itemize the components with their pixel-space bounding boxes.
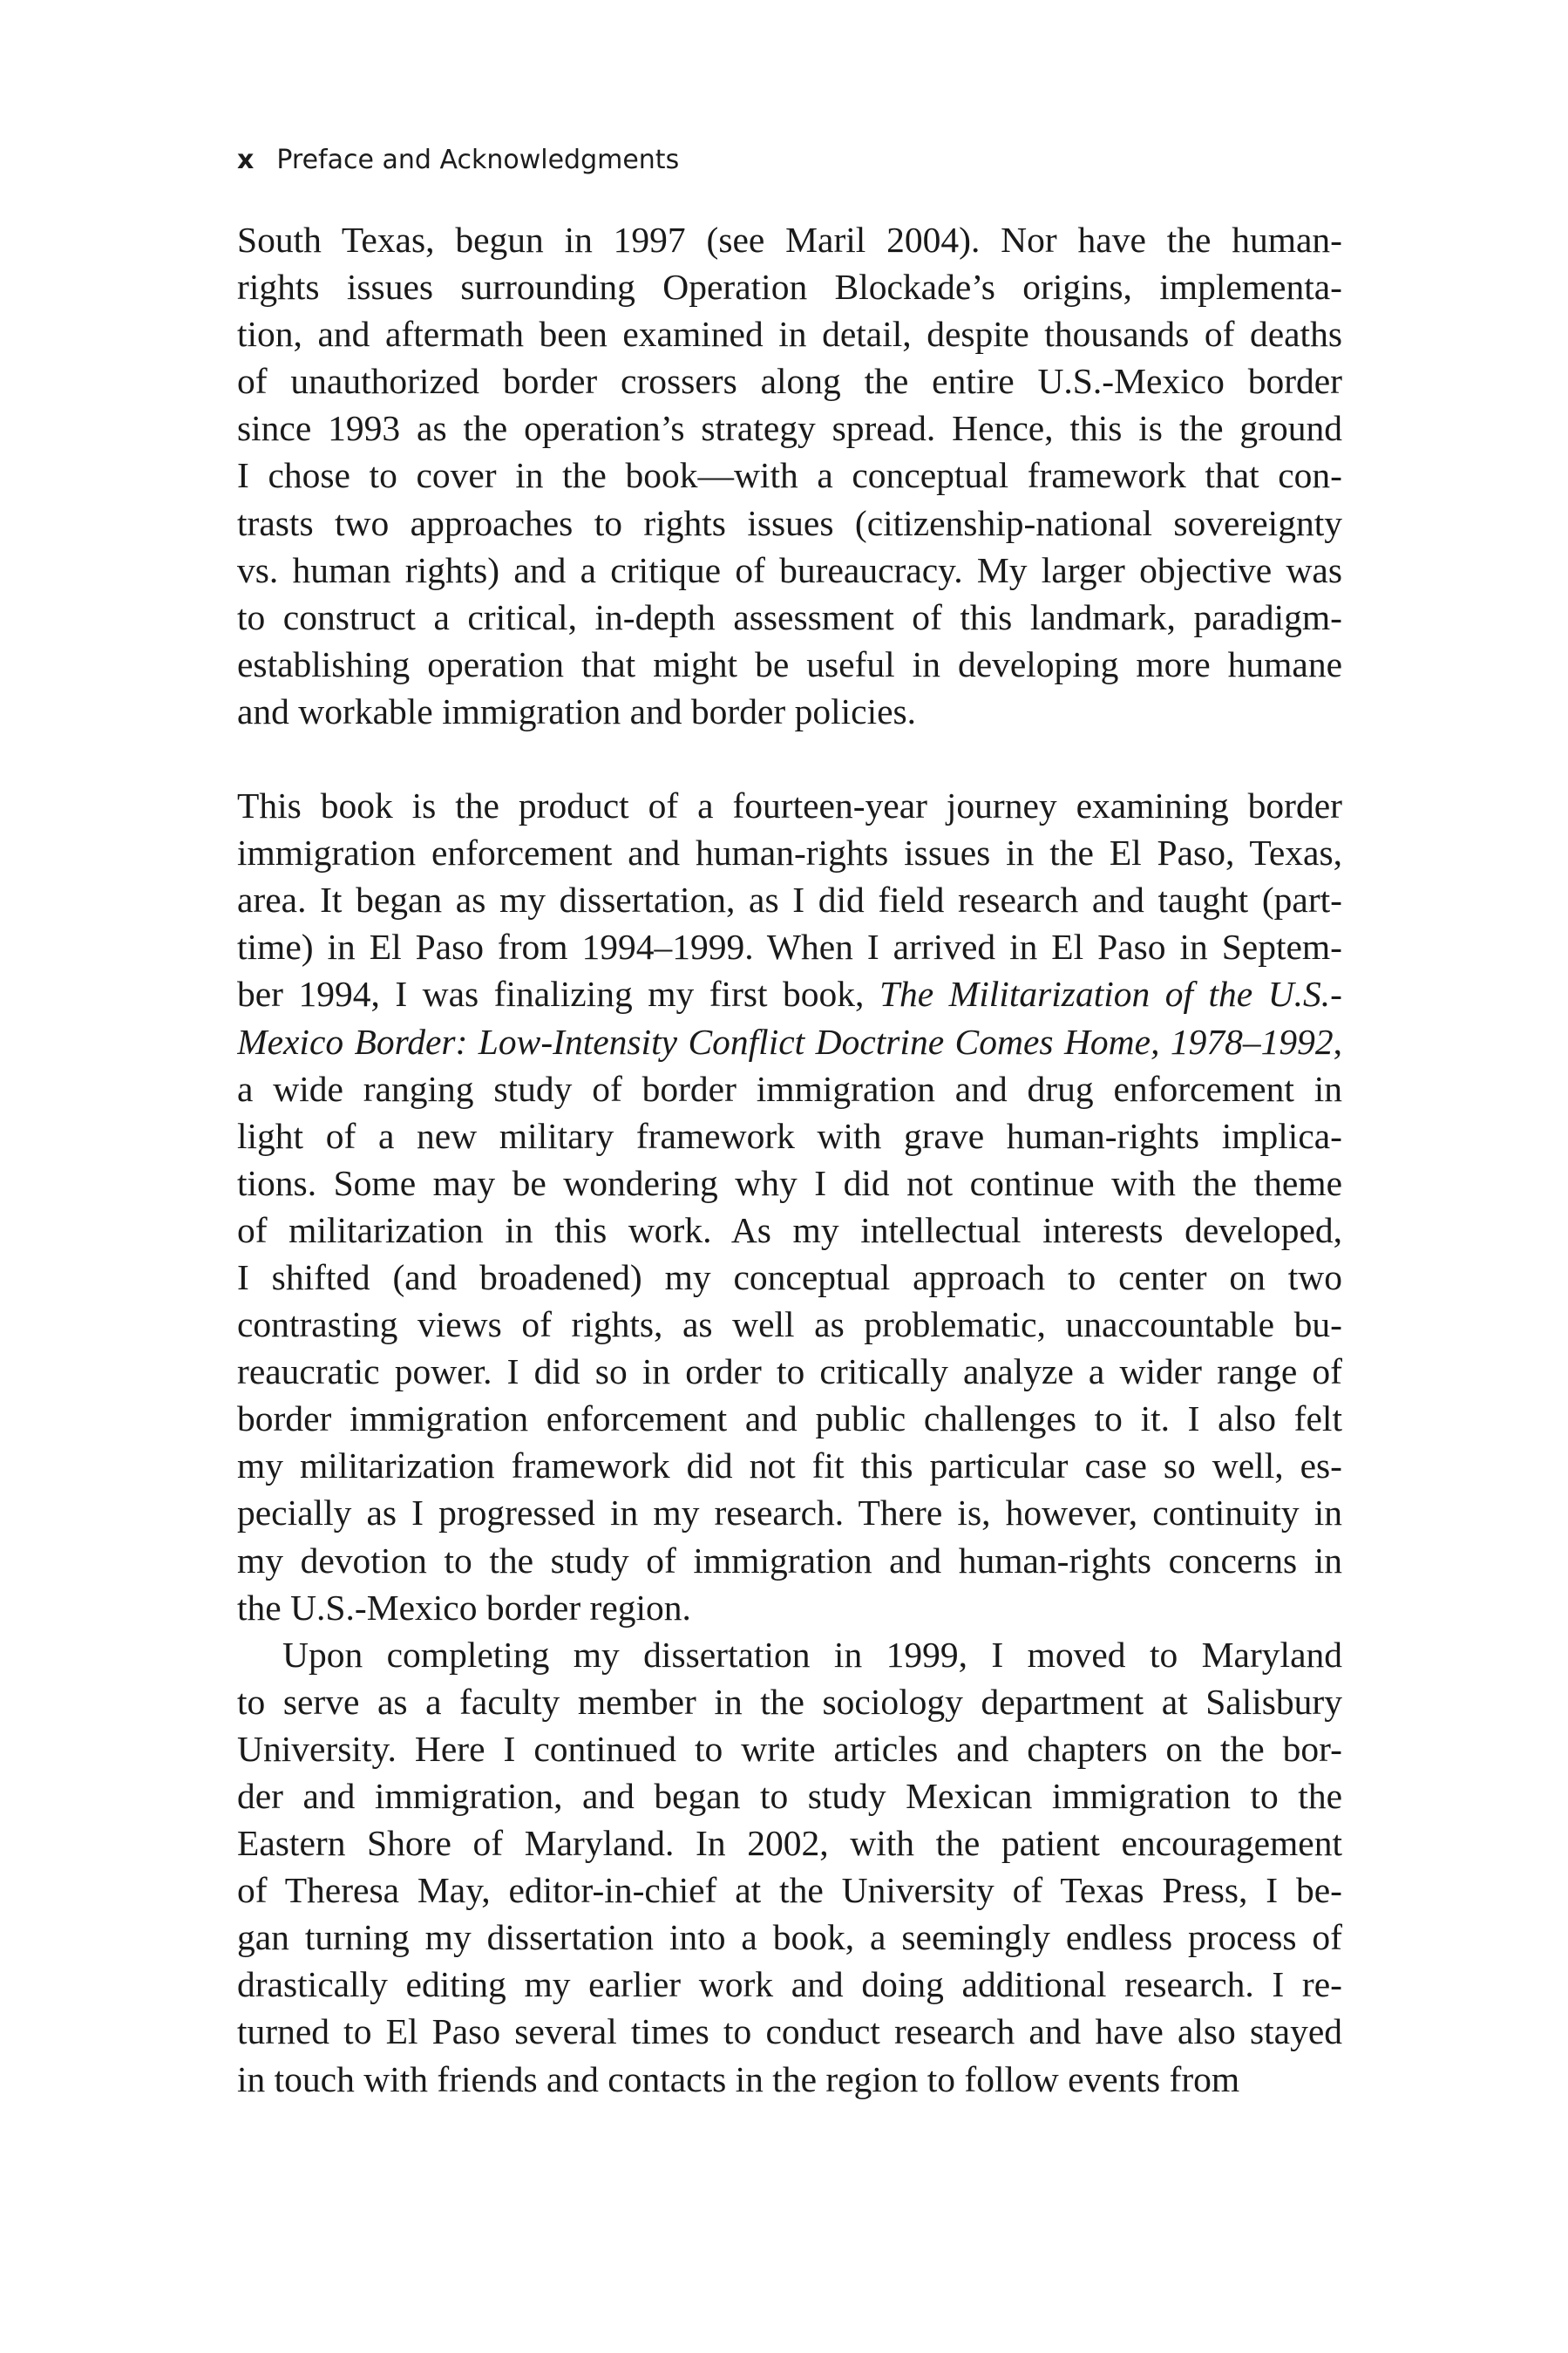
text-line: the U.S.-Mexico border region. [237, 1587, 691, 1628]
text-line: border immigration enforcement and public challenges to it. I also felt [237, 1398, 1342, 1439]
text-line: tion, and aftermath been examined in detail, despite thousands of deaths [237, 314, 1342, 355]
text-line: my militarization framework did not fit this particular case so well, es- [237, 1445, 1342, 1486]
paragraph [237, 1631, 1342, 2103]
body-text [237, 216, 1342, 2103]
text-run: , [1333, 1021, 1342, 1062]
book-title-italic: Mexico Border: Low-Intensity Conflict Doctrine Comes Home, 1978–1992 [237, 1021, 1334, 1062]
text-line: my devotion to the study of immigration and human-rights concerns in [237, 1540, 1342, 1581]
text-line: rights issues surrounding Operation Blockade’s origins, implementa- [237, 267, 1342, 308]
text-line: in touch with friends and contacts in the region to follow events from [237, 2058, 1240, 2099]
text-line: area. It began as my dissertation, as I did field research and taught (part- [237, 880, 1342, 921]
text-line: time) in El Paso from 1994–1999. When I arrived in El Paso in Septem- [237, 927, 1342, 968]
text-line: trasts two approaches to rights issues (citizenship-national sovereignty [237, 502, 1342, 543]
page-number: x [237, 145, 255, 175]
text-line: I shifted (and broadened) my conceptual approach to center on two [237, 1256, 1342, 1297]
text-line: drastically editing my earlier work and doing additional research. I re- [237, 1964, 1342, 2005]
text-line: der and immigration, and began to study Mexican immigration to the [237, 1776, 1342, 1816]
paragraph [237, 216, 1342, 735]
text-line: gan turning my dissertation into a book, a seemingly endless process of [237, 1917, 1342, 1958]
text-line: establishing operation that might be useful in developing more humane [237, 643, 1342, 684]
text-line: Eastern Shore of Maryland. In 2002, with the patient encouragement [237, 1823, 1342, 1864]
text-line: since 1993 as the operation’s strategy spread. Hence, this is the ground [237, 408, 1342, 449]
text-line: and workable immigration and border policies. [237, 690, 917, 731]
text-line: Upon completing my dissertation in 1999, I moved to Maryland [282, 1634, 1342, 1675]
text-line [237, 1018, 1342, 1065]
text-line: to construct a critical, in-depth assessment of this landmark, paradigm- [237, 596, 1342, 637]
text-line: I chose to cover in the book—with a conceptual framework that con- [237, 455, 1342, 496]
text-line: South Texas, begun in 1997 (see Maril 2004). Nor have the human- [237, 220, 1342, 260]
text-line: light of a new military framework with grave human-rights implica- [237, 1115, 1342, 1156]
text-run: ber 1994, I was finalizing my first book, [237, 974, 879, 1015]
running-head [237, 145, 679, 175]
book-title-italic: The Militarization of the U.S.- [879, 974, 1342, 1015]
text-line: of unauthorized border crossers along the entire U.S.-Mexico border [237, 361, 1342, 402]
text-line: of Theresa May, editor-in-chief at the University of Texas Press, I be- [237, 1870, 1342, 1911]
text-line: of militarization in this work. As my intellectual interests developed, [237, 1209, 1342, 1250]
text-line: reaucratic power. I did so in order to critically analyze a wider range of [237, 1351, 1342, 1392]
paragraph [237, 782, 1342, 1631]
text-line: This book is the product of a fourteen-year journey examining border [237, 785, 1342, 826]
text-line [237, 970, 1342, 1017]
text-line: University. Here I continued to write articles and chapters on the bor- [237, 1728, 1342, 1769]
text-line: vs. human rights) and a critique of bureaucracy. My larger objective was [237, 549, 1342, 590]
text-line: tions. Some may be wondering why I did not continue with the theme [237, 1162, 1342, 1203]
running-head-title: Preface and Acknowledgments [276, 145, 680, 175]
text-line: a wide ranging study of border immigration and drug enforcement in [237, 1068, 1342, 1109]
text-line: to serve as a faculty member in the sociology department at Salisbury [237, 1681, 1342, 1722]
text-line: pecially as I progressed in my research. There is, however, continuity in [237, 1493, 1342, 1534]
text-line: turned to El Paso several times to conduct research and have also stayed [237, 2011, 1342, 2052]
text-line: contrasting views of rights, as well as problematic, unaccountable bu- [237, 1304, 1342, 1345]
paragraph-gap [237, 735, 1342, 782]
text-line: immigration enforcement and human-rights issues in the El Paso, Texas, [237, 833, 1342, 874]
